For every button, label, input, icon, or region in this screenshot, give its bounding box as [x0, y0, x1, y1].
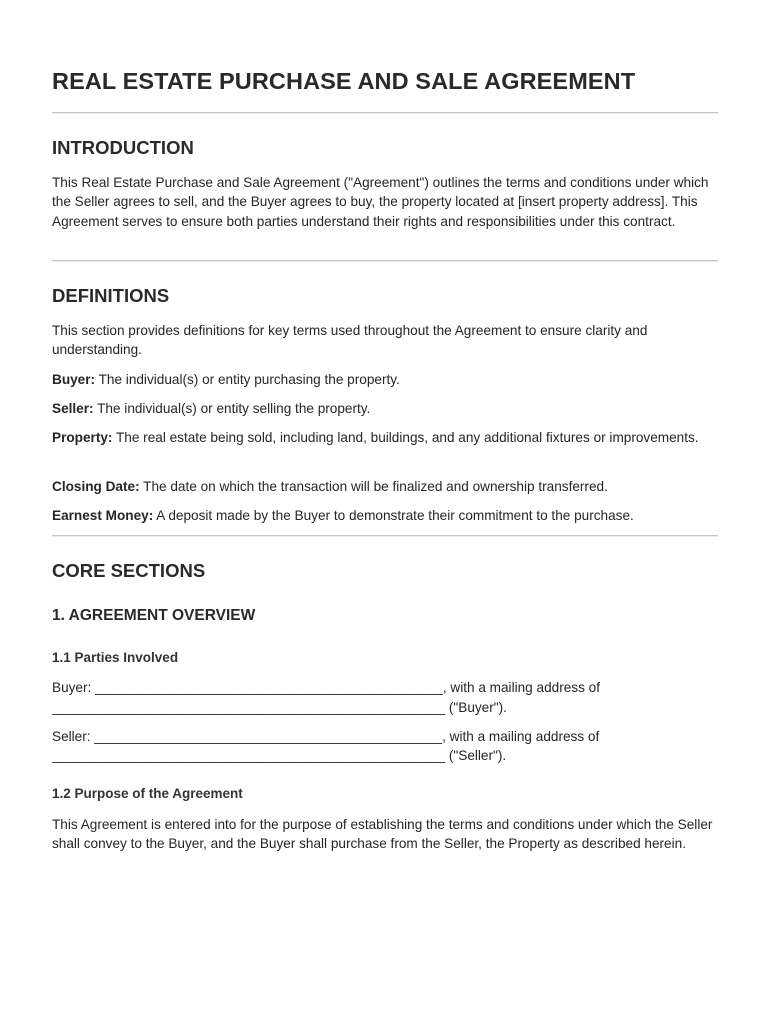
definitions-heading: DEFINITIONS: [52, 285, 170, 306]
introduction-heading: INTRODUCTION: [52, 137, 194, 158]
buyer-line-1: Buyer: ______________________________________________, with a mailing address of: [52, 680, 600, 695]
definition-term: Seller:: [52, 401, 94, 416]
purpose-heading: 1.2 Purpose of the Agreement: [52, 786, 243, 801]
agreement-overview-heading: 1. AGREEMENT OVERVIEW: [52, 607, 256, 624]
definitions-intro: This section provides definitions for key terms used throughout the Agreement to ensure clarity and understanding.: [52, 323, 648, 358]
definition-term: Buyer:: [52, 372, 96, 387]
purpose-paragraph: This Agreement is entered into for the purpose of establishing the terms and conditions under which the Seller shall convey to the Buyer, and the Buyer shall purchase from the Seller, the Property as described herein.: [52, 817, 713, 852]
definition-term: Property:: [52, 430, 113, 445]
seller-line-1: Seller: ______________________________________________, with a mailing address of: [52, 729, 600, 744]
core-sections-heading: CORE SECTIONS: [52, 560, 206, 581]
definition-text: The individual(s) or entity purchasing the property.: [98, 372, 400, 387]
definition-property: [52, 428, 720, 447]
definition-closing-date: [52, 477, 720, 496]
seller-line-2: ____________________________________________________ ("Seller").: [52, 748, 507, 763]
definition-seller: [52, 399, 720, 418]
definition-buyer: [52, 370, 720, 389]
parties-involved-heading: 1.1 Parties Involved: [52, 650, 179, 665]
definition-earnest-money: [52, 506, 720, 525]
buyer-line-2: ____________________________________________________ ("Buyer").: [52, 700, 507, 715]
divider: [52, 260, 718, 261]
definition-text: A deposit made by the Buyer to demonstrate their commitment to the purchase.: [156, 508, 634, 523]
divider: [52, 112, 718, 113]
definition-text: The real estate being sold, including land, buildings, and any additional fixtures or improvements.: [115, 430, 699, 445]
definition-term: Earnest Money:: [52, 508, 154, 523]
definition-text: The date on which the transaction will be finalized and ownership transferred.: [143, 479, 608, 494]
definition-text: The individual(s) or entity selling the property.: [97, 401, 371, 416]
divider: [52, 535, 718, 536]
introduction-paragraph: This Real Estate Purchase and Sale Agreement ("Agreement") outlines the terms and conditions under which the Seller agrees to sell, and the Buyer agrees to buy, the property located at [insert property address]. This Agreement serves to ensure both parties understand their rights and responsibilities under this contract.: [52, 175, 709, 229]
definition-term: Closing Date:: [52, 479, 140, 494]
document-title: REAL ESTATE PURCHASE AND SALE AGREEMENT: [52, 68, 636, 94]
